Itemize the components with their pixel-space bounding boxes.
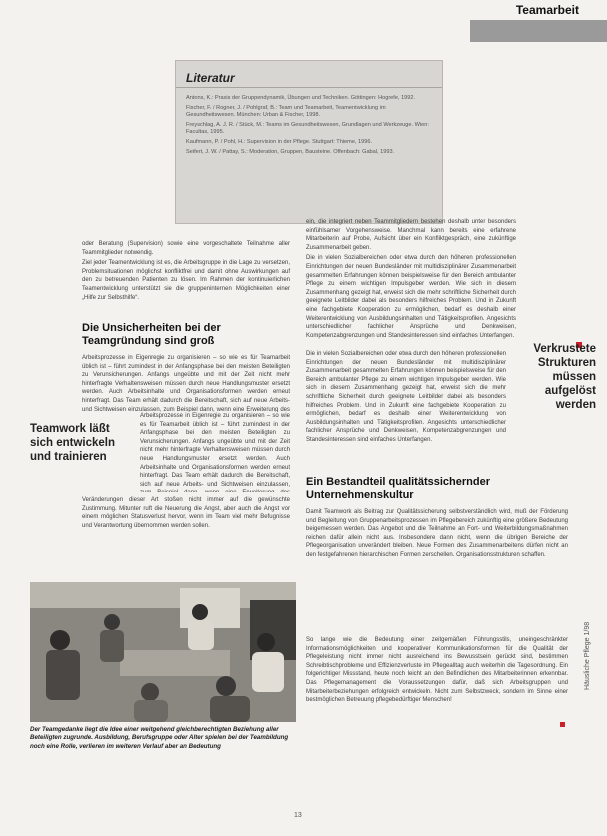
section-tag [470, 20, 607, 42]
left-body-bottom: Veränderungen dieser Art stoßen nicht immer auf die gewünschte Zustimmung. Mitunter ruft die Neuerung die Angst, aber auch die Angst vor einem möglichen Statusverlust hervor, wenn im Team viel mehr Befugnisse und Verantwortung übernommen werden sollen. [82, 497, 290, 529]
left-body-top: Arbeitsprozesse in Eigenregie zu organisieren – so wie es für Teamarbeit üblich ist – führt zumindest in der Anfangsphase bei den meisten Beteiligten zu Verunsicherungen. Anfangs ungeübte und mit der Zeit nicht mehr hinterfragte Verhaltensweisen müssen durch neue Handlungsmuster ersetzt werden. Auch Arbeitsinhalte und Organisationsformen werden erneut hinterfragt. Das Team erhält dadurch die Bereitschaft, sich auf neue Arbeits- und Sichtweisen einzulassen, zum Beispiel dann, wenn eine Erweiterung des [82, 355, 290, 412]
paragraph: oder Beratung (Supervision) sowie eine vorgeschaltete Teilnahme aller Teammitglieder notwendig. [82, 241, 290, 256]
literature-entry: Kaufmann, P. / Pohl, H.: Supervision in der Pflege. Stuttgart: Thieme, 1996. [186, 139, 373, 145]
paragraph: Die in vielen Sozialbereichen oder etwa durch den höheren professionellen Einrichtungen der neuen Bundesländer mit multidisziplinärer Zusammenarbeit gesammelten Erfahrungen können beispielsweise für den Bereich ambulanter Pflege zu einem wichtigen Impulsgeber werden. Wie sich in diesem Zusammenhang gezeigt hat, erweist sich die mehr schriftliche Sicherheit durch geeignete Leitbilder dabei als besonders hilfreiches Problem. Und in Zukunft eine fachgebiete Kooperation zu ermöglichen, bedarf es deshalb einer Weiterentwicklung von Ausbildungsinhalten und Tätigkeitsprofilen. Angesichts unterschiedlicher fachlicher Ansprüche und Denkweisen, Kompetenzabgrenzungen und Standesinteressen sind einfaches Unterfangen. [306, 255, 516, 339]
left-body-wrap: Arbeitsprozesse in Eigenregie zu organisieren – so wie es für Teamarbeit üblich ist – führt zumindest in der Anfangsphase bei den meisten Beteiligten zu Verunsicherungen. Anfangs ungeübte und mit der Zeit nicht mehr hinterfragte Verhaltensweisen müssen durch neue Handlungsmuster ersetzt werden. Auch Arbeitsinhalte und Organisationsformen werden erneut hinterfragt. Das Team erhält dadurch die Bereitschaft, sich auf neue Arbeits- und Sichtweisen einzulassen, [140, 413, 290, 488]
team-photo [30, 582, 296, 722]
right-body-last: So lange wie die Bedeutung einer zeitgemäßen Führungsstils, uneingeschränkter Informationsmöglichkeiten und kooperativer Kommunikationsformen für die Qualität der Pflegeleistung nicht immer nicht ausreichend ins Bewusstsein gerückt sind, bestimmen Schreibtischprobleme und Effizienzverluste im Pflegealltag auch weiterhin die Tagesordnung. Ein folgerichtiger Missstand, heute noch leicht an den Befindlichen des Mitarbeiterinnen erkennbar. Das Pflegemanagement die Voraussetzungen dafür, daß sich Arbeitsgruppen und Mitarbeiterbeziehungen erfolgreich entwickeln. Nicht zum Selbstzweck, sondern im Sinne einer bestmöglichen Betreuung pflegebedürftiger Menschen! [306, 637, 568, 704]
end-marker [560, 722, 565, 727]
right-body-bottom: Damit Teamwork als Beitrag zur Qualitätssicherung selbstverständlich wird, muß der Förderung und Begleitung von Gruppenarbeitsprozessen im Pflegebereich zukünftig eine größere Bedeutung beigemessen werden. Das Angebot und die Teilnahme an Fort- und Weiterbildungsmaßnahmen reichen dafür allein nicht aus. Insbesondere dann nicht, wenn die übrigen Bereiche der Pflegeorganisation unverändert bleiben. Neue Formen des Zusammenarbeitens dürfen nicht an den festgefahrenen hierarchischen Formen zerschellen. Organisationsstrukturen schaffen. [306, 509, 568, 558]
photo-caption: Der Teamgedanke liegt die Idee einer weitgehend gleichberechtigten Beziehung aller Beteiligten zugrunde. Ausbildung, Berufsgruppe oder Alter spielen bei der Teambildung noch eine Rolle, verlieren im weiteren Verlauf aber an Bedeutung [30, 726, 289, 750]
literature-entry: Seifert, J. W. / Pattay, S.: Moderation, Gruppen, Bausteine. Offenbach: Gabal, 1993. [186, 149, 395, 155]
right-body-mid: Die in vielen Sozialbereichen oder etwa durch den höheren professionellen Einrichtungen der neuen Bundesländer mit multidisziplinärer Zusammenarbeit gesammelten Erfahrungen können beispielsweise für den Bereich ambulanter Pflege zu einem wichtigen Impulsgeber werden. Wie sich in diesem Zusammenhang gezeigt hat, erweist sich die mehr schriftliche Sicherheit durch geeignete Leitbilder dabei als besonders hilfreiches Problem. Und in Zukunft eine fachgebiete Kooperation zu ermöglichen, bedarf es deshalb einer Weiterentwicklung von Ausbildungsinhalten und Tätigkeitsprofilen. Angesichts unterschiedlicher fachlicher Ansprüche und Denkweisen, Kompetenzabgrenzungen und Standesinteressen sind einfaches Unterfangen. [306, 351, 506, 443]
right-heading: Ein Bestandteil qualitätssichernder Unternehmenskultur [306, 476, 490, 501]
paragraph: ein, die integriert neben Teammitgliedern bestehen deshalb unter besonders einfühlsamer Vorgehensweise. Manchmal kann bereits eine erfahrene Mitarbeiterin auf Probe, Aufsicht über ein Konfliktgespräch, eine zukünftige Zusammenarbeit geben. [306, 219, 516, 251]
section-tag-label: Teamarbeit [515, 3, 579, 17]
literature-entry: Fischer, F. / Rogner, J. / Pohlgraf, B.: Team und Teamarbeit, Teamentwicklung im Gesundheitswesen. München: Urban & Fischer, 1998. [186, 105, 386, 118]
side-heading-left: Teamwork läßt sich entwickeln und trainieren [30, 423, 116, 463]
literature-box [175, 60, 443, 224]
literature-entry: Antons, K.: Praxis der Gruppendynamik, Übungen und Techniken. Göttingen: Hogrefe, 1992. [186, 95, 416, 101]
left-heading: Die Unsicherheiten bei der Teamgründung sind groß [82, 322, 221, 347]
literature-divider [176, 87, 442, 88]
right-body-top [306, 218, 516, 350]
journal-vertical-label: Häusliche Pflege 1/98 [584, 621, 591, 690]
literature-list [186, 95, 434, 159]
left-intro [82, 240, 290, 304]
paragraph: Ziel jeder Teamentwicklung ist es, die Arbeitsgruppe in die Lage zu versetzen, Problemsituationen möglichst konfliktfrei und damit ohne Auswirkungen auf den zu betreuenden Patienten zu lösen. Im Rahmen der kontinuierlichen Teamentwicklung unterstützt sie die gruppeninternen Möglichkeiten einer „Hilfe zur Selbsthilfe“. [82, 260, 290, 301]
side-heading-right: Verkrustete Strukturen müssen aufgelöst werden [533, 343, 596, 411]
team-photo-illustration [30, 582, 296, 722]
page-number: 13 [294, 812, 302, 819]
literature-entry: Freyschlag, A. J. R. / Stück, M.: Teams im Gesundheitswesen, Grundlagen und Werkzeuge. Wien: Facultas, 1995. [186, 122, 429, 135]
literature-title: Literatur [186, 71, 235, 85]
